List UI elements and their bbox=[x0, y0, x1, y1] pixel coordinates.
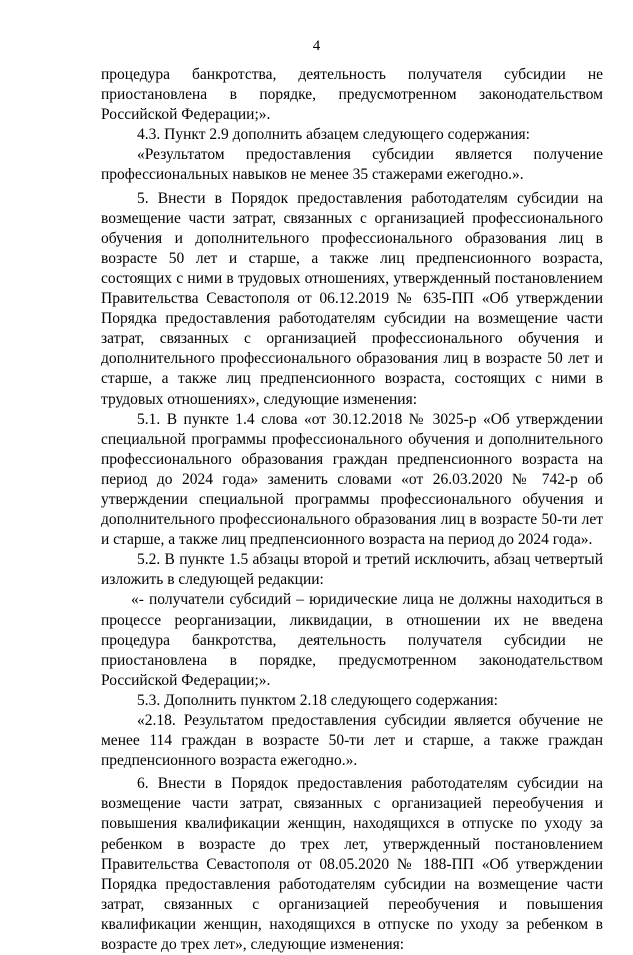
paragraph-5: 5. Внести в Порядок предоставления работодателям субсидии на возмещение части затрат, связанных с организацией профессионального обучения и дополнительного профессионального образования лиц в возрасте 50 лет и старше, а также лиц предпенсионного возраста, состоящих с ними в трудовых отношениях, утвержденный постановлением Правительства Севастополя от 06.12.2019 № 635-ПП «Об утверждении Порядка предоставления работодателям субсидии на возмещение части затрат, связанных с организацией профессионального обучения и дополнительного профессионального образования лиц в возрасте 50 лет и старше, а также лиц предпенсионного возраста, состоящих с ними в трудовых отношениях», следующие изменения: bbox=[101, 189, 603, 408]
page-number: 4 bbox=[312, 38, 321, 54]
paragraph-bankruptcy-clause: процедура банкротства, деятельность получателя субсидии не приостановлена в порядке, предусмотренном законодательством Российской Федерации;». bbox=[101, 66, 603, 124]
document-body bbox=[101, 65, 603, 955]
paragraph-5-1: 5.1. В пункте 1.4 слова «от 30.12.2018 № 3025-р «Об утверждении специальной программы профессионального обучения и дополнительного профессионального образования граждан предпенсионного возраста на период до 2024 года» заменить словами «от 26.03.2020 № 742-р об утверждении специальной программы профессионального обучения и дополнительного профессионального образования лиц в возрасте 50-ти лет и старше, а также лиц предпенсионного возраста на период до 2024 года». bbox=[101, 410, 603, 549]
paragraph-6: 6. Внести в Порядок предоставления работодателям субсидии на возмещение части затрат, связанных с организацией переобучения и повышения квалификации женщин, находящихся в отпуске по уходу за ребенком в возрасте до трех лет, утвержденный постановлением Правительства Севастополя от 08.05.2020 № 188-ПП «Об утверждении Порядка предоставления работодателям субсидии на возмещение части затрат, связанных с организацией переобучения и повышения квалификации женщин, находящихся в отпуске по уходу за ребенком в возрасте до трех лет», следующие изменения: bbox=[101, 775, 603, 954]
paragraph-5-2: 5.2. В пункте 1.5 абзацы второй и третий исключить, абзац четвертый изложить в следующей редакции: bbox=[101, 551, 603, 589]
paragraph-4-3: 4.3. Пункт 2.9 дополнить абзацем следующего содержания: bbox=[137, 126, 530, 144]
paragraph-5-3-quote: «2.18. Результатом предоставления субсидии является обучение не менее 114 граждан в возрасте 50-ти лет и старше, а также граждан предпенсионного возраста ежегодно.». bbox=[101, 712, 603, 770]
paragraph-5-3: 5.3. Дополнить пунктом 2.18 следующего содержания: bbox=[137, 691, 498, 709]
paragraph-4-3-quote: «Результатом предоставления субсидии является получение профессиональных навыков не менее 35 стажерами ежегодно.». bbox=[101, 146, 603, 184]
paragraph-5-2-quote: «- получатели субсидий – юридические лица не должны находиться в процессе реорганизации, ликвидации, в отношении их не введена процедура банкротства, деятельность получателя субсидии не приостановлена в порядке, предусмотренном законодательством Российской Федерации;». bbox=[101, 591, 603, 689]
